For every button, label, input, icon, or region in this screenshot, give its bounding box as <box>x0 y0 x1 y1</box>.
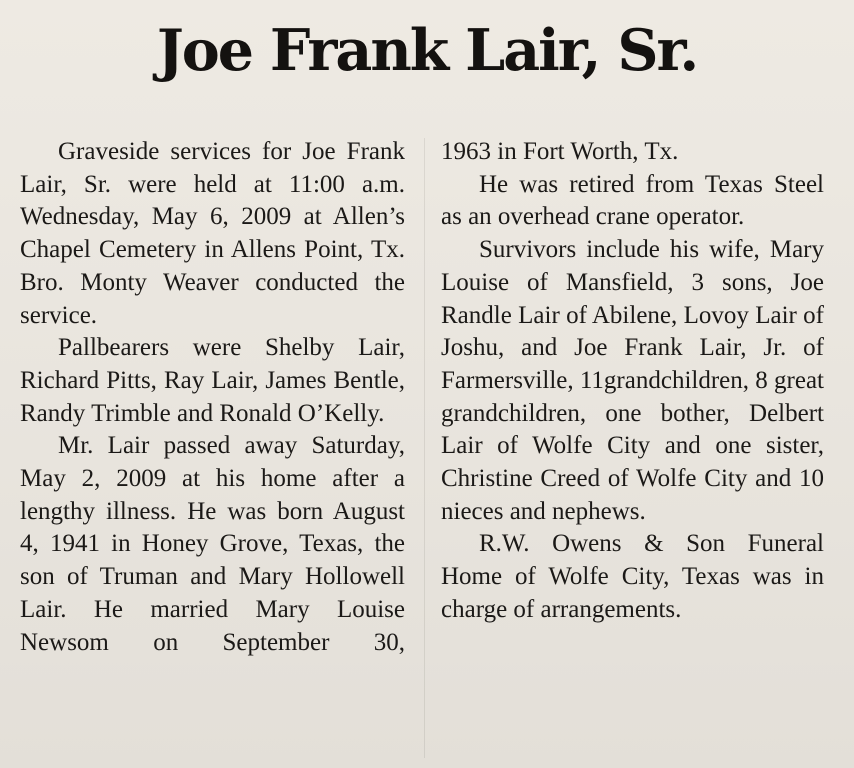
paragraph-biography-continued: 1963 in Fort Worth, Tx. <box>441 138 679 165</box>
obituary-headline: Joe Frank Lair, Sr. <box>156 17 698 84</box>
paragraph-career: He was retired from Texas Steel as an overhead crane operator. <box>441 170 824 231</box>
paragraph-biography: Mr. Lair passed away Saturday, May 2, 2009 at his home after a lengthy illness. He was born August 4, 1941 in Honey Grove, Texas, the son of Truman and Mary Hollowell Lair. He married Mary Louise Newsom on September 30, <box>20 432 405 656</box>
paragraph-pallbearers: Pallbearers were Shelby Lair, Richard Pitts, Ray Lair, James Bentle, Randy Trimble and Ronald O’Kelly. <box>20 334 405 427</box>
paragraph-survivors: Survivors include his wife, Mary Louise of Mansfield, 3 sons, Joe Randle Lair of Abilene, Lovoy Lair of Joshu, and Joe Frank Lair, Jr. of Farmersville, 11grandchildren, 8 great grandchildren, one bother, Delbert Lair of Wolfe City and one sister, Christine Creed of Wolfe City and 10 nieces and nephews. <box>441 236 824 525</box>
left-column <box>20 136 405 659</box>
paragraph-services: Graveside services for Joe Frank Lair, Sr. were held at 11:00 a.m. Wednesday, May 6, 2009 at Allen’s Chapel Cemetery in Allens Point, Tx. Bro. Monty Weaver conducted the service. <box>20 138 405 329</box>
paragraph-arrangements: R.W. Owens & Son Funeral Home of Wolfe City, Texas was in charge of arrangements. <box>441 530 824 623</box>
right-column <box>441 136 824 627</box>
column-divider <box>424 138 425 758</box>
